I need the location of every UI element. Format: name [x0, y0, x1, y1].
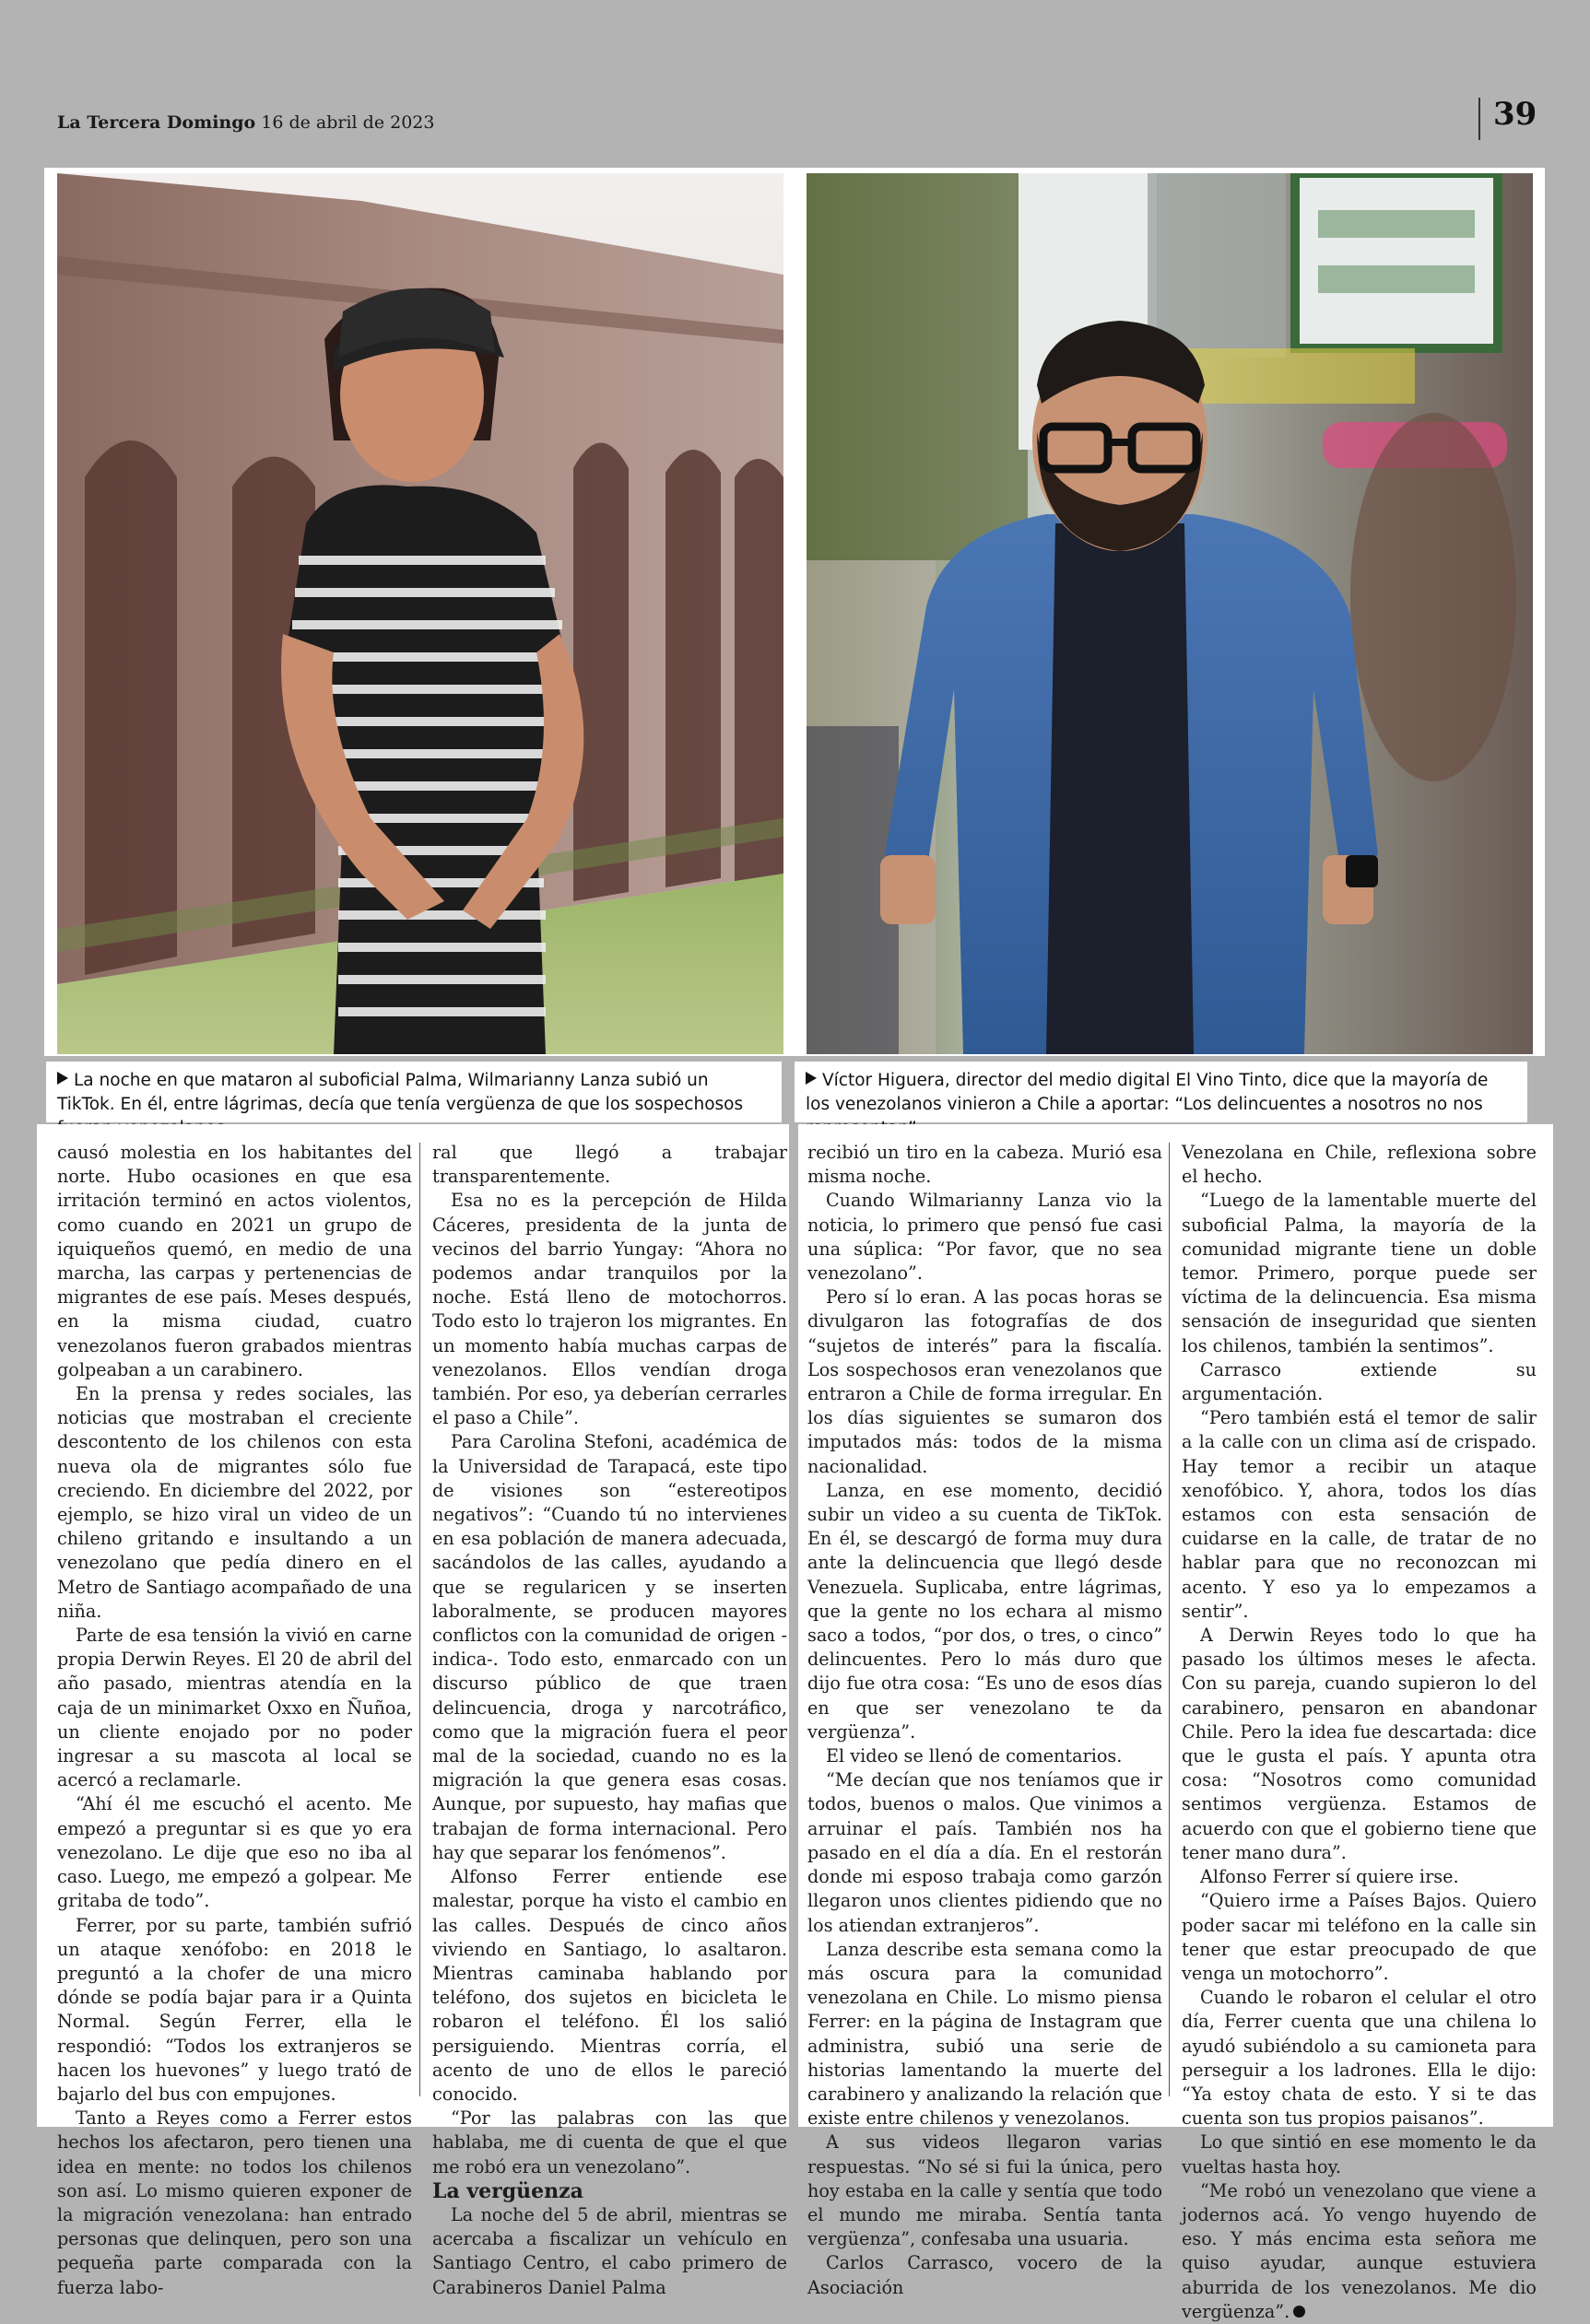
article-column-1: [57, 1141, 412, 2300]
paragraph: [1182, 2179, 1537, 2324]
paragraph: A Derwin Reyes todo lo que ha pasado los últimos meses le afecta. Con su pareja, cuando supieron lo del carabinero, pensaron en abandonar Chile. Pero la idea fue descartada: dice que le gusta el país. Y apunta otra cosa: “Nosotros como comunidad sentimos vergüenza. Estamos de acuerdo con que el gobierno tiene que tener mano dura”.: [1182, 1625, 1537, 1863]
paragraph: “Quiero irme a Países Bajos. Quiero poder sacar mi teléfono en la calle sin tener que estar preocupado de que venga un motochorro”.: [1182, 1890, 1537, 1984]
paragraph: Carlos Carrasco, vocero de la Asociación: [807, 2252, 1162, 2298]
article-column-3: [807, 1141, 1162, 2300]
paragraph: Parte de esa tensión la vivió en carne propia Derwin Reyes. El 20 de abril del año pasado, mientras atendía en la caja de un minimarket Oxxo en Ñuñoa, un cliente enojado por no poder ingresar a su mascota al local se acercó a reclamarle.: [57, 1625, 412, 1791]
man-portrait-photo: [807, 173, 1533, 1054]
woman-portrait-photo: [57, 173, 783, 1054]
paragraph: Esa no es la percepción de Hilda Cáceres, presidenta de la junta de vecinos del barrio Yungay: “Ahora no podemos andar tranquilos por la noche. Está lleno de motochorros. Todo esto lo trajeron los migrantes. En un momento había muchas carpas de venezolanos. Ellos vendían droga también. Por eso, ya deberían cerrarles el paso a Chile”.: [432, 1190, 787, 1429]
paragraph: A sus videos llegaron varias respuestas. “No sé si fui la única, pero hoy estaba en la calle y sentía que todo el mundo me miraba. Sentía tanta vergüenza”, confesaba una usuaria.: [807, 2131, 1162, 2250]
page-number: 39: [1493, 96, 1537, 133]
article-end-icon: [1293, 2306, 1305, 2318]
paragraph: Cuando le robaron el celular el otro día, Ferrer cuenta que una chilena lo ayudó subiéndolo a su camioneta para perseguir a los ladrones. Ella le dijo: “Ya estoy chata de esto. Y si te das cuenta son tus propios paisanos”.: [1182, 1987, 1537, 2130]
paragraph: ral que llegó a trabajar transparentemente.: [432, 1142, 787, 1188]
paragraph: Alfonso Ferrer sí quiere irse.: [1200, 1866, 1459, 1888]
paragraph-text: “Me robó un venezolano que viene a jodernos acá. Yo vengo huyendo de eso. Y más encima esta señora me quiso ayudar, aunque estuviera aburrida de los venezolanos. Me dio vergüenza”.: [1182, 2179, 1537, 2322]
paragraph: En la prensa y redes sociales, las noticias que mostraban el creciente descontento de los chilenos con esta nueva ola de migrantes sólo fue creciendo. En diciembre del 2022, por ejemplo, se hizo viral un video de un chileno gritando e insultando a un venezolano que pedía dinero en el Metro de Santiago acompañado de una niña.: [57, 1383, 412, 1622]
paragraph: La noche del 5 de abril, mientras se acercaba a fiscalizar un vehículo en Santiago Centro, el cabo primero de Carabineros Daniel Palma: [432, 2203, 787, 2298]
paragraph: Venezolana en Chile, reflexiona sobre el hecho.: [1182, 1142, 1537, 1188]
paragraph: “Luego de la lamentable muerte del suboficial Palma, la mayoría de la comunidad migrante tiene un doble temor. Primero, porque puede ser víctima de la delincuencia. Esa misma sensación de inseguridad que sienten los chilenos, también la sentimos”.: [1182, 1190, 1537, 1356]
photo-caption-right: [795, 1062, 1527, 1122]
paragraph: Lanza, en ese momento, decidió subir un video a su cuenta de TikTok. En él, se descargó de forma muy dura ante la delincuencia que llegó desde Venezuela. Suplicaba, entre lágrimas, que la gente no los echara al mismo saco a todos, “por dos, o tres, o cinco” delincuentes. Pero lo más duro que dijo fue otra cosa: “Es uno de esos días en que ser venezolano te da vergüenza”.: [807, 1479, 1162, 1743]
caption-text: La noche en que mataron al suboficial Palma, Wilmarianny Lanza subió un TikTok. En él, entre lágrimas, decía que tenía vergüenza de que los sospechosos: [57, 1071, 744, 1114]
paragraph: Para Carolina Stefoni, académica de la Universidad de Tarapacá, este tipo de visiones son “estereotipos negativos”: “Cuando tú no intervienes en esa población de manera adecuada, sacándolos de las calles, ayudando a que se regularicen y se inserten laboralmente, se producen mayores conflictos con la comunidad de origen -indica-. Todo esto, enmarcado con un discurso público de que traen delincuencia, droga y narcotráfico, como que la migración fuera el peor mal de la sociedad, cuando no es la migración la que genera esas cosas. Aunque, por supuesto, hay mafias que trabajan de forma internacional. Pero hay que separar los fenómenos”.: [432, 1431, 787, 1863]
paragraph: “Pero también está el temor de salir a la calle con un clima así de crispado. Hay temor a recibir un ataque xenofóbico. Y, ahora, todos los días estamos con esta sensación de cuidarse en la calle, de tratar de no hablar para que no reconozcan mi acento. Y eso ya lo empezamos a sentir”.: [1182, 1407, 1537, 1622]
column-divider: [1169, 1143, 1170, 2096]
paragraph: Lo que sintió en ese momento le da vueltas hasta hoy.: [1182, 2131, 1537, 2177]
page-number-divider: [1478, 98, 1480, 140]
publication-header: [57, 112, 434, 133]
paragraph: Ferrer, por su parte, también sufrió un ataque xenófobo: en 2018 le preguntó a la chofer de una micro dónde se podía bajar para ir a Quinta Normal. Según Ferrer, ella le respondió: “Todos los extranjeros se hacen los huevones” y luego trató de bajarlo del bus con empujones.: [57, 1914, 412, 2105]
paragraph: Alfonso Ferrer entiende ese malestar, porque ha visto el cambio en las calles. Después de cinco años viviendo en Santiago, lo asaltaron. Mientras caminaba hablando por teléfono, dos sujetos en bicicleta le robaron el teléfono. Él los salió persiguiendo. Mientras corría, el acento de uno de ellos le pareció conocido.: [432, 1866, 787, 2105]
section-subheading: La vergüenza: [432, 2178, 583, 2203]
paragraph: “Me decían que nos teníamos que ir todos, buenos o malos. Que vinimos a arruinar el país. También nos ha pasado en el día a día. En el restorán donde mi esposo trabaja como garzón llegaron unos clientes pidiendo que no los atiendan extranjeros”.: [807, 1769, 1162, 1936]
paragraph: Carrasco extiende su argumentación.: [1182, 1358, 1537, 1405]
caption-arrow-icon: [57, 1072, 68, 1085]
paragraph: Tanto a Reyes como a Ferrer estos hechos los afectaron, pero tienen una idea en mente: no todos los chilenos son así. Lo mismo quieren exponer de la migración venezolana: han entrado personas que delinquen, pero son una pequeña parte comparada con la fuerza labo-: [57, 2107, 412, 2298]
paragraph: Cuando Wilmarianny Lanza vio la noticia, lo primero que pensó fue casi una súplica: “Por favor, que no sea venezolano”.: [807, 1190, 1162, 1285]
photo-caption-left: [46, 1062, 782, 1122]
publication-date: 16 de abril de 2023: [261, 112, 435, 133]
publication-name: La Tercera Domingo: [57, 112, 256, 133]
paragraph: Lanza describe esta semana como la más oscura para la comunidad venezolana en Chile. Lo mismo piensa Ferrer: en la página de Instagram que administra, subió una serie de historias lamentando la muerte del carabinero y analizando la relación que existe entre chilenos y venezolanos.: [807, 1938, 1162, 2130]
paragraph: El video se llenó de comentarios.: [826, 1745, 1123, 1767]
paragraph: recibió un tiro en la cabeza. Murió esa misma noche.: [807, 1142, 1162, 1188]
column-divider: [419, 1143, 420, 2096]
paragraph: Pero sí lo eran. A las pocas horas se divulgaron las fotografías de dos “sujetos de interés” para la fiscalía. Los sospechosos eran venezolanos que entraron a Chile de forma irregular. En los días siguientes se sumaron dos imputados más: todos de la misma nacionalidad.: [807, 1286, 1162, 1477]
caption-text: Víctor Higuera, director del medio digital El Vino Tinto, dice que la mayoría de los venezolanos vinieron a Chile a aportar: “Los delincuentes a nosotros no nos: [806, 1071, 1489, 1114]
article-column-4: [1182, 1141, 1537, 2324]
paragraph: “Por las palabras con las que hablaba, me di cuenta de que el que me robó era un venezolano”.: [432, 2107, 787, 2177]
caption-arrow-icon: [806, 1072, 817, 1085]
paragraph: causó molestia en los habitantes del norte. Hubo ocasiones en que esa irritación terminó en actos violentos, como cuando en 2021 un grupo de iquiqueños quemó, en medio de una marcha, las carpas y pertenencias de migrantes de ese país. Meses después, en la misma ciudad, cuatro venezolanos fueron grabados mientras golpeaban a un carabinero.: [57, 1142, 412, 1380]
article-column-2: [432, 1141, 787, 2300]
paragraph: “Ahí él me escuchó el acento. Me empezó a preguntar si es que yo era venezolano. Le dije que eso no iba al caso. Luego, me empezó a golpear. Me gritaba de todo”.: [57, 1793, 412, 1912]
